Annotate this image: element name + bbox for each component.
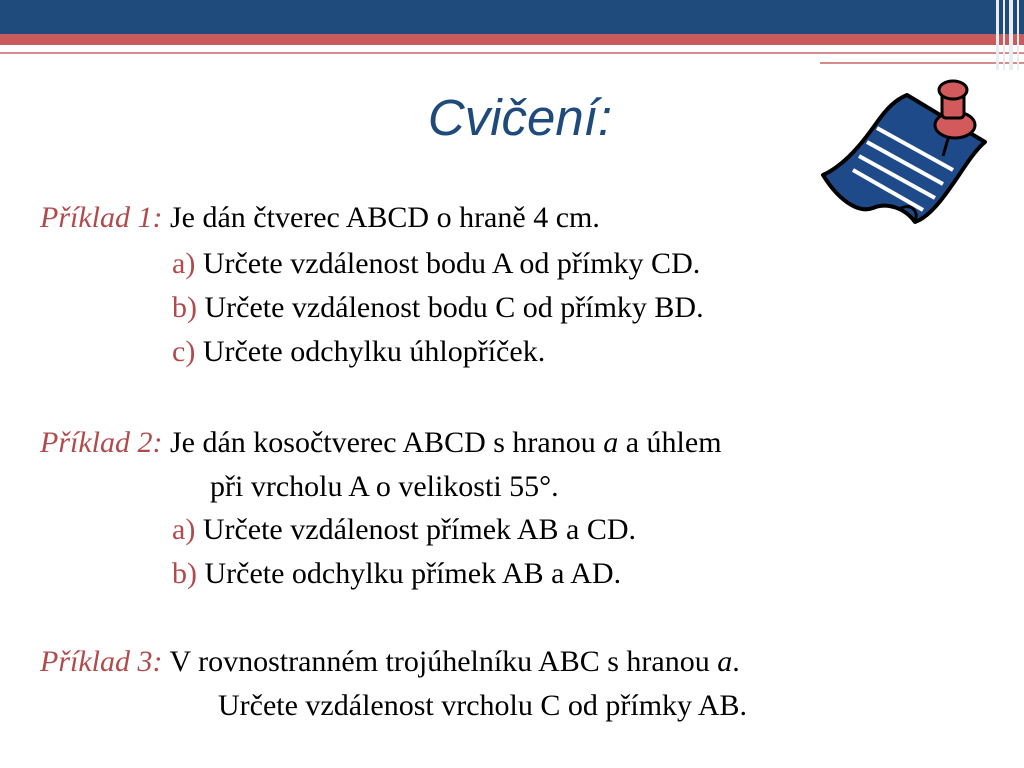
ex1-item-b bbox=[172, 288, 704, 328]
ex1-c-label: c) bbox=[172, 335, 196, 368]
ex2-label: Příklad 2: bbox=[40, 426, 163, 459]
ex2-item-b bbox=[172, 554, 621, 594]
ex1-c-text: Určete odchylku úhlopříček. bbox=[202, 335, 546, 368]
ex1-label: Příklad 1: bbox=[40, 201, 163, 234]
ex2-text2: při vrcholu A o velikosti 55°. bbox=[210, 470, 559, 503]
ex1-a-label: a) bbox=[172, 247, 196, 280]
ex1-header bbox=[40, 198, 600, 238]
ex1-item-c bbox=[172, 332, 545, 372]
header-accent-line bbox=[0, 34, 1024, 45]
header-decoration bbox=[992, 0, 1024, 70]
ex3-text2: Určete vzdálenost vrcholu C od přímky AB. bbox=[218, 689, 748, 722]
ex3-var: a bbox=[717, 645, 733, 678]
ex2-b-label: b) bbox=[172, 557, 197, 590]
slide-title: Cvičení: bbox=[427, 89, 613, 146]
pinned-note-icon bbox=[815, 70, 1005, 235]
ex2-header bbox=[40, 423, 722, 463]
ex2-line2 bbox=[210, 467, 559, 507]
ex3-text-pre: V rovnostranném trojúhelníku ABC s hranou bbox=[169, 645, 710, 678]
ex2-a-text: Určete vzdálenost přímek AB a CD. bbox=[202, 513, 637, 546]
ex3-line2 bbox=[218, 686, 747, 726]
ex2-a-label: a) bbox=[172, 513, 196, 546]
header-band bbox=[0, 0, 1024, 34]
ex1-item-a bbox=[172, 244, 700, 284]
ex1-a-text: Určete vzdálenost bodu A od přímky CD. bbox=[202, 247, 701, 280]
ex1-text: Je dán čtverec ABCD o hraně 4 cm. bbox=[169, 201, 600, 234]
ex2-text-pre: Je dán kosočtverec ABCD s hranou bbox=[169, 426, 596, 459]
ex3-text-post: . bbox=[732, 645, 740, 678]
ex2-b-text: Určete odchylku přímek AB a AD. bbox=[204, 557, 622, 590]
ex2-var: a bbox=[603, 426, 619, 459]
ex2-text-post: a úhlem bbox=[625, 426, 722, 459]
ex1-b-text: Určete vzdálenost bodu C od přímky BD. bbox=[204, 291, 704, 324]
ex2-item-a bbox=[172, 510, 636, 550]
ex3-header bbox=[40, 642, 740, 682]
ex3-label: Příklad 3: bbox=[40, 645, 163, 678]
header-stripe bbox=[0, 52, 1024, 54]
ex1-b-label: b) bbox=[172, 291, 197, 324]
